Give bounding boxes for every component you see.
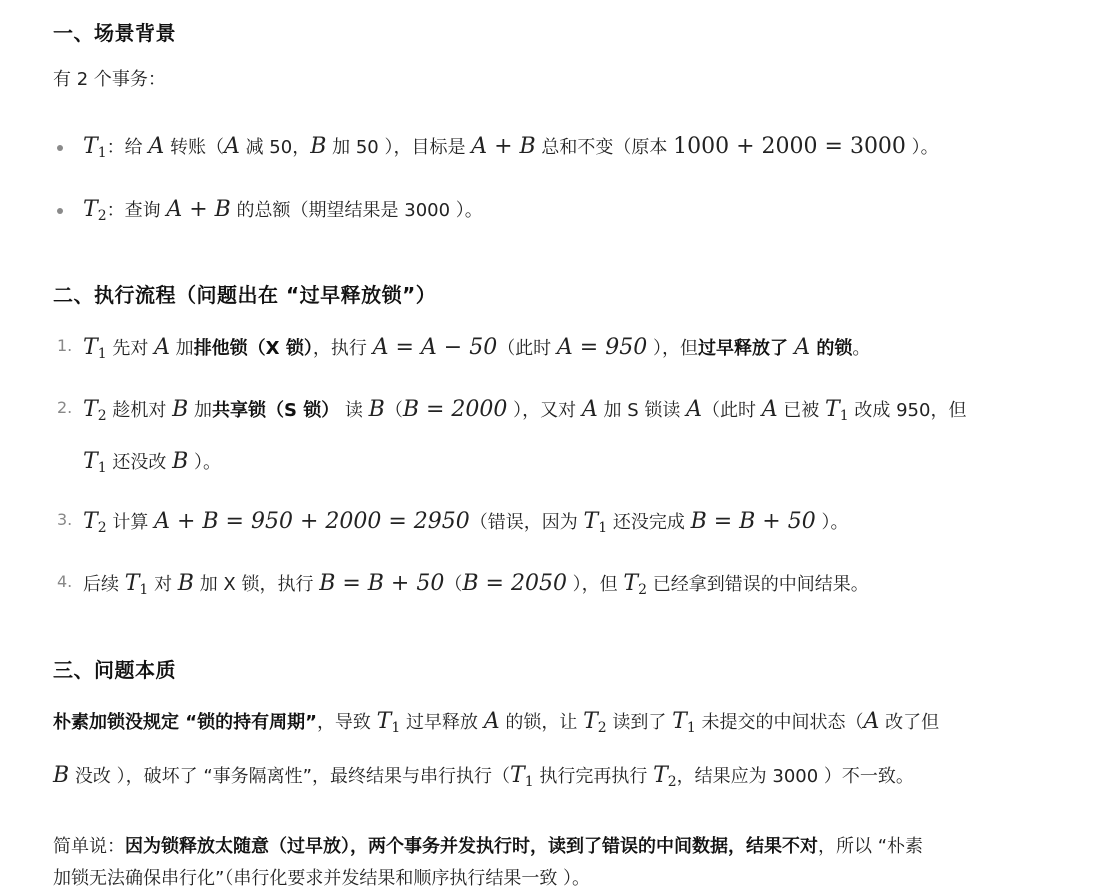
paragraph-summary: 简单说：因为锁释放太随意（过早放），两个事务并发执行时，读到了错误的中间数据，结果不对，所以 “朴素 — [53, 836, 924, 857]
section-title-essence: 三、问题本质 — [53, 658, 176, 682]
bullet-icon — [57, 208, 63, 214]
paragraph-essence: 朴素加锁没规定 “锁的持有周期”，导致 $T_1$ 过早释放 A 的锁，让 $T_2$ 读到了 $T_1$ 未提交的中间状态（A 改了但 — [53, 709, 940, 736]
section-title-background: 一、场景背景 — [53, 21, 176, 45]
section-title-process: 二、执行流程（问题出在 “过早释放锁”） — [53, 283, 437, 307]
paragraph-summary-line2: 加锁无法确保串行化”（串行化要求并发结果和顺序执行结果一致 ）。 — [53, 868, 591, 889]
section1-intro: 有 2 个事务： — [53, 69, 166, 90]
bullet-icon — [57, 145, 63, 151]
paragraph-essence-line2: B 没改 ），破坏了 “事务隔离性”，最终结果与串行执行（$T_1$ 执行完再执行 $T_2$，结果应为 3000 ）不一致。 — [53, 763, 914, 790]
